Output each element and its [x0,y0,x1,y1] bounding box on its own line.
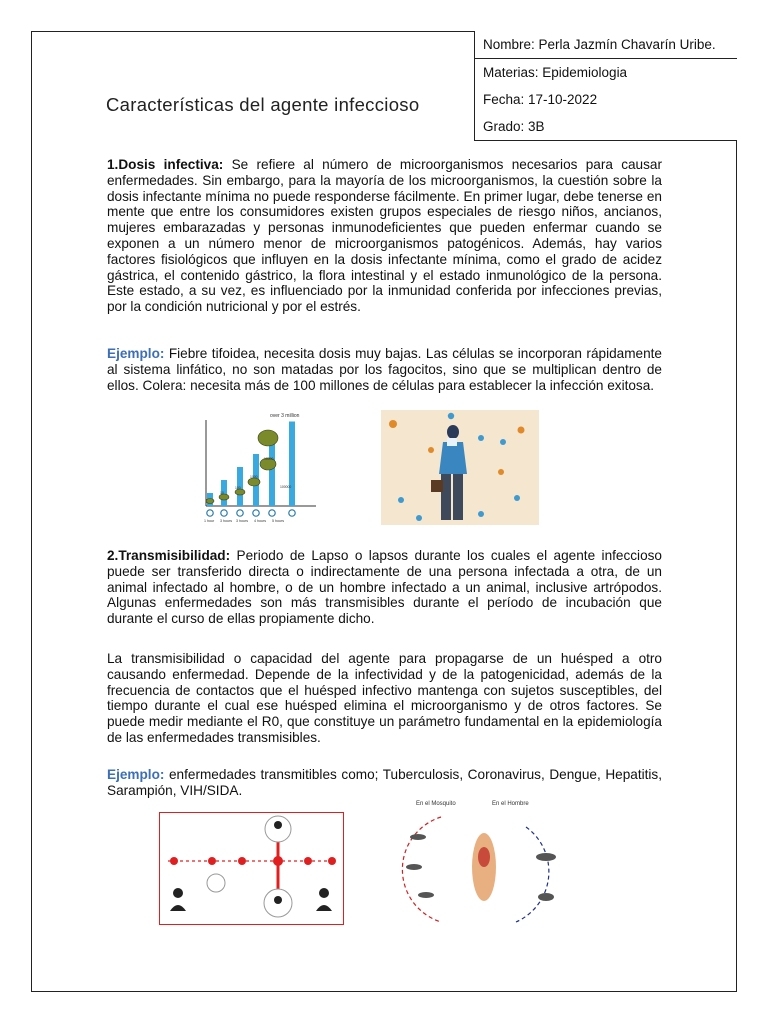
chain-node [304,857,312,865]
blood-stage [538,893,554,901]
person-icon [319,888,329,898]
virus-icon [478,435,484,441]
count-label: 10 [220,491,224,495]
bacteria-cluster-6 [258,430,278,446]
section2-text: Periodo de Lapso o lapsos durante los cuales el agente infeccioso puede ser transferido directa o indirectamente de una persona infectada a otra, de un animal infectado al hombre, o de un hombre infectado a un animal, inclusive artrópodos. Algunas enfermedades son más transmisibles durante el período de incubación que durante el curso de ellas propiamente dicho. [107,548,662,627]
droplets-icon [207,874,225,892]
life-cycle-figure [396,797,576,928]
section1-paragraph [107,157,662,315]
chain-node [273,856,283,866]
example-text-2: enfermedades transmitibles como; Tuberculosis, Coronavirus, Dengue, Hepatitis, Sarampión, VIH/SIDA. [107,767,662,798]
example-label-1: Ejemplo: [107,346,165,361]
transmission-chain-figure [159,812,344,925]
clock-icon [253,510,259,516]
virus-icon [416,515,422,521]
subject: Materias: Epidemiologia [483,65,628,80]
section1-heading: 1.Dosis infectiva: [107,157,224,172]
section2-example [107,767,662,799]
count-label: 1000 [250,475,258,479]
virus-icon [428,447,434,453]
growth-chart [200,408,320,526]
chain-node [170,857,178,865]
page-title: Características del agente infeccioso [106,94,420,115]
liver-stage [536,853,556,861]
bacteria-growth-figure [200,408,320,526]
count-label: 10000 [264,457,274,461]
section2-paragraph-2: La transmisibilidad o capacidad del agente para propagarse de un huésped a otro causando enfermedad. Depende de la infectividad y de la patogenicidad, además de la frecuencia de contactos que el huésped infectivo mantenga con sujetos susceptibles, del tiempo durante el cual ese huésped elimina el microorganismo y de otros factores. Se puede medir mediante el R0, que constituye un parámetro fundamental en la epidemiología de las enfermedades transmisibles. [107,651,662,745]
virus-icon [478,511,484,517]
virus-icon [500,439,506,445]
virus-icon [398,497,404,503]
virus-icon [448,413,454,419]
time-label: 3 hours [220,519,232,523]
clock-icon [237,510,243,516]
mosquito-stage [410,834,426,840]
chain-node [238,857,246,865]
bacteria-cluster-1 [206,499,214,504]
time-label: 3 hours [236,519,248,523]
growth-top-label: over 3 million [270,413,300,419]
virus-icon [514,495,520,501]
section1-text: Se refiere al número de microorganismos necesarios para causar enfermedades. Sin embargo, para la mayoría de los microorganismos, la cuestión sobre la dosis infectante mínima no puede responderse fácilmente. En primer lugar, debe tenerse en mente que entre los consumidores existen grupos especiales de riesgo niños, ancianos, mujeres embarazadas y personas inmunodeficientes que pueden enfermar cuando se exponen a un número menor de microorganismos patogénicos. Además, hay varios factores fisiológicos que influyen en la dosis infectante mínima, como el grado de acidez gástrica, el contenido gástrico, la flora intestinal y el estado inmunológico de la persona. Este estado, a su vez, es influenciado por la inmunidad conferida por infecciones previas, por la condición nutricional y por el estrés. [107,157,662,315]
mosquito-label: En el Mosquito [416,801,456,807]
count-label: 100000 [280,485,292,489]
grade: Grado: 3B [483,119,545,134]
student-name: Nombre: Perla Jazmín Chavarín Uribe. [475,31,737,59]
sick-person-figure [381,410,539,525]
virus-icon [498,469,504,475]
growth-bar [269,441,275,506]
student-info-box [474,31,737,141]
person-illustration [431,425,467,520]
chain-node [328,857,336,865]
growth-bar [289,422,295,507]
virus-icon [518,427,525,434]
example-text-1: Fiebre tifoidea, necesita dosis muy bajas. Las células se incorporan rápidamente al sistema linfático, no son matadas por los fagocitos, sino que se multiplican dentro de ellos. Colera: necesita más de 100 millones de células para establecer la infección exitosa. [107,346,662,393]
time-label: 5 hours [272,519,284,523]
section2-heading: 2.Transmisibilidad: [107,548,231,563]
time-label: 4 hours [254,519,266,523]
person-icon [173,888,183,898]
chain-node [208,857,216,865]
mosquito-stage [406,864,422,870]
briefcase-icon [431,480,443,492]
clock-icon [289,510,295,516]
time-label: 1 hour [204,519,215,523]
example-label-2: Ejemplo: [107,767,165,782]
section2-paragraph [107,548,662,627]
count-label: 100 [235,486,241,490]
clock-icon [221,510,227,516]
virus-icon [389,420,397,428]
clock-icon [269,510,275,516]
clock-icon [207,510,213,516]
human-label: En el Hombre [492,801,529,807]
mosquito-stage [418,892,434,898]
section1-example [107,346,662,393]
bacteria-cluster-4 [248,478,260,486]
date: Fecha: 17-10-2022 [483,92,598,107]
